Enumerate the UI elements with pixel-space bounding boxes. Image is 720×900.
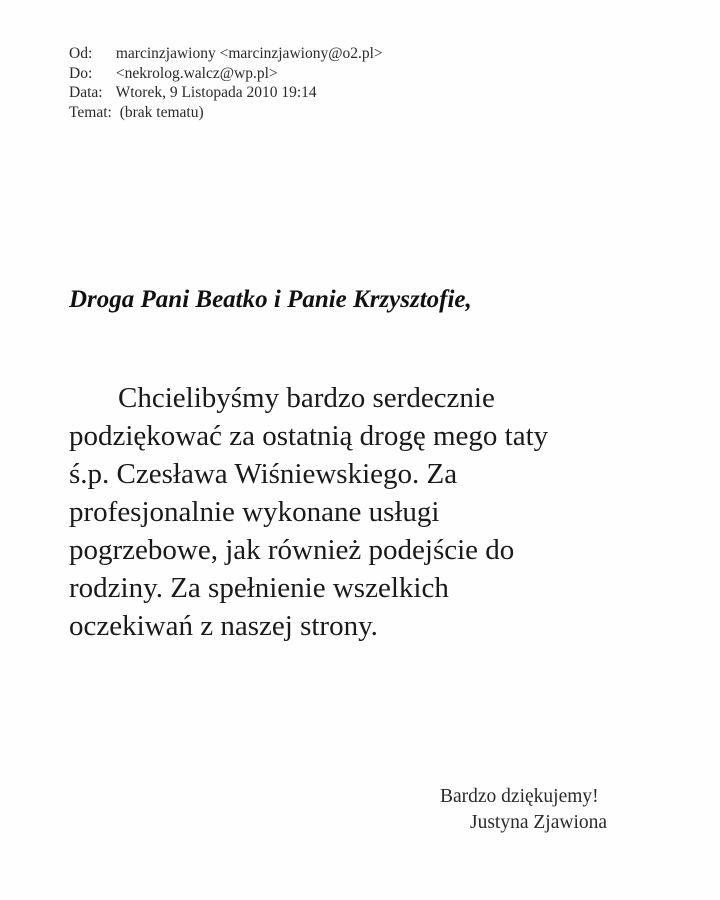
header-to-row <box>69 64 383 84</box>
body-line: podziękować za ostatnią drogę mego taty <box>69 420 549 452</box>
body-line: Chcielibyśmy bardzo serdecznie <box>118 382 495 414</box>
letter-closing <box>440 784 607 836</box>
body-line: pogrzebowe, jak również podejście do <box>69 534 515 566</box>
body-line: profesjonalnie wykonane usługi <box>69 496 440 528</box>
signature-name: Justyna Zjawiona <box>470 812 608 833</box>
to-value: <nekrolog.walcz@wp.pl> <box>115 64 278 82</box>
from-label: Od: <box>69 45 93 62</box>
header-date-row <box>69 83 383 103</box>
from-value: marcinzjawiony <marcinzjawiony@o2.pl> <box>115 45 383 62</box>
body-line: oczekiwań z naszej strony. <box>69 610 378 642</box>
letter-body <box>69 379 629 645</box>
header-from-row <box>69 44 383 64</box>
date-value: Wtorek, 9 Listopada 2010 19:14 <box>115 84 317 101</box>
subject-value: (brak tematu) <box>119 103 204 121</box>
to-label: Do: <box>69 64 93 82</box>
letter-greeting: Droga Pani Beatko i Panie Krzysztofie, <box>69 286 472 313</box>
closing-phrase: Bardzo dziękujemy! <box>440 786 599 807</box>
date-label: Data: <box>69 84 103 101</box>
body-line: rodziny. Za spełnienie wszelkich <box>69 572 449 604</box>
subject-label: Temat: <box>69 103 112 121</box>
header-subject-row <box>69 103 383 123</box>
email-header <box>69 44 383 122</box>
body-line: ś.p. Czesława Wiśniewskiego. Za <box>69 458 458 490</box>
